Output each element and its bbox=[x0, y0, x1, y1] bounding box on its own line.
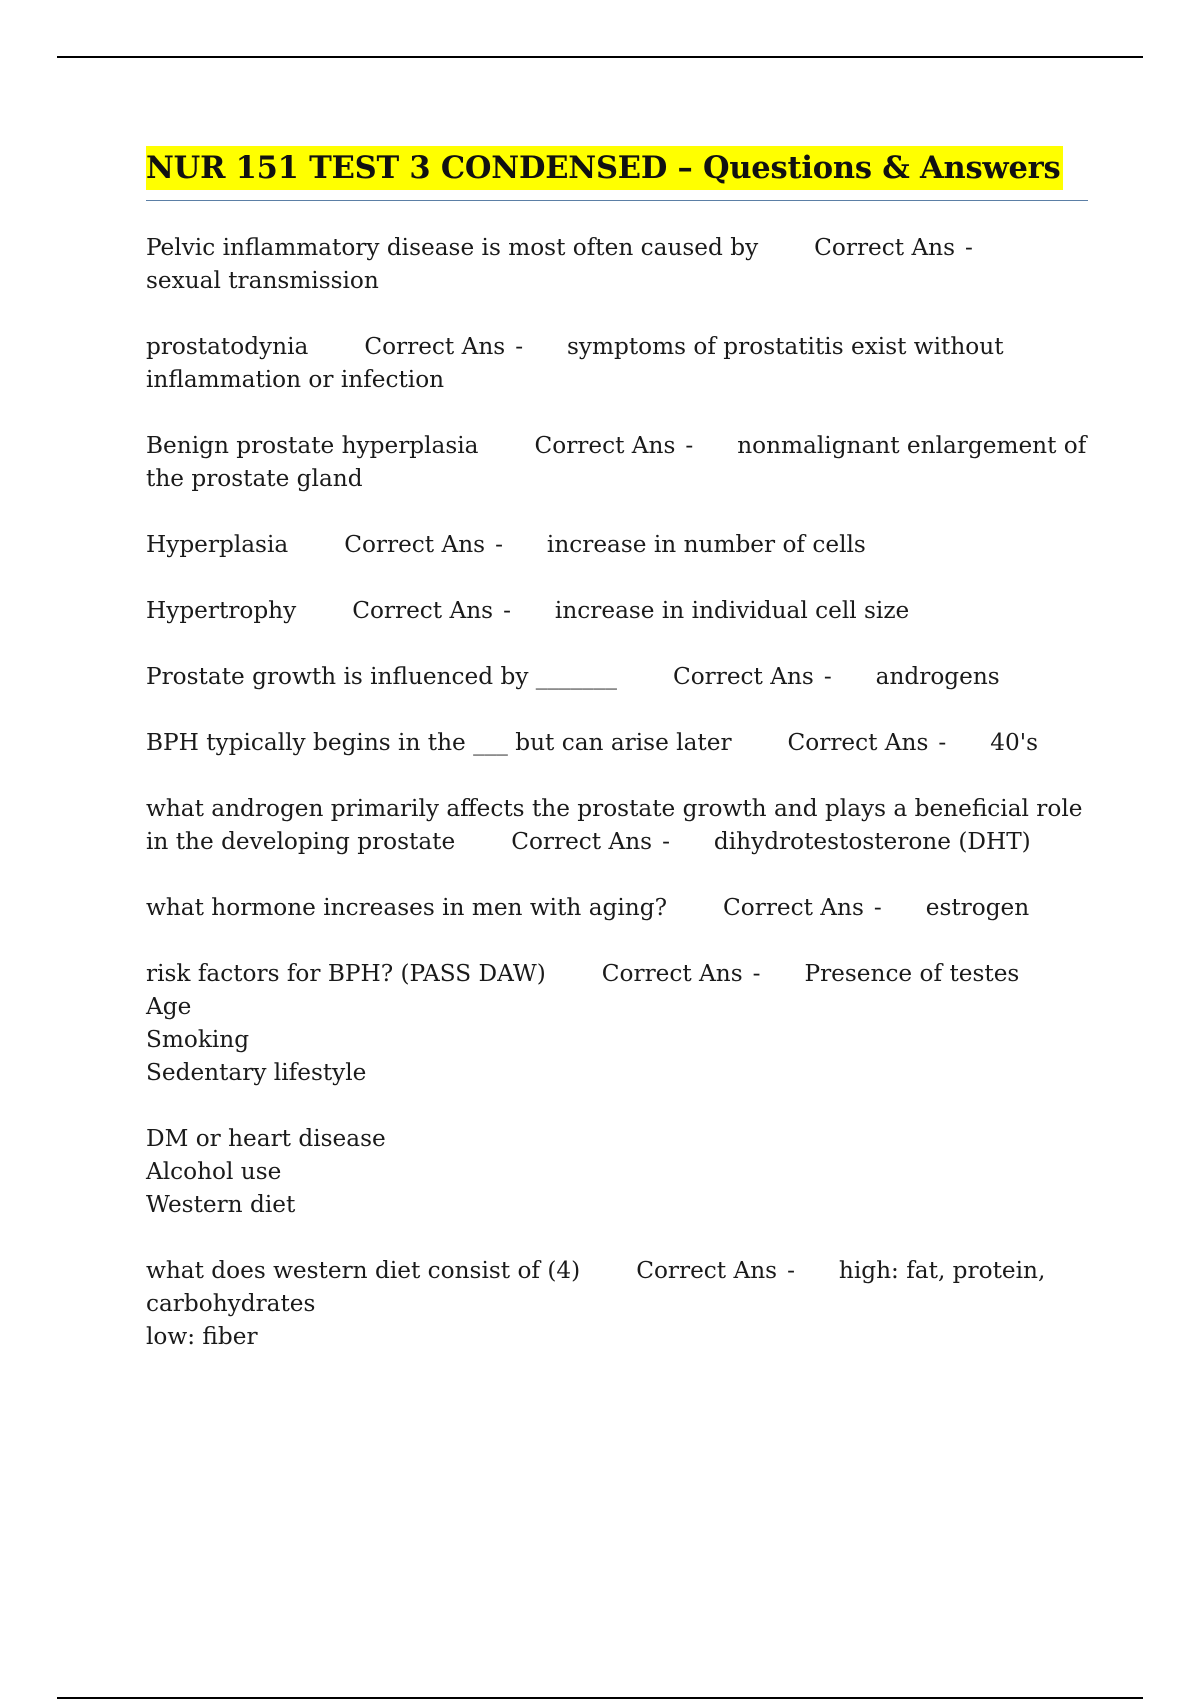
question-text: what does western diet consist of (4) bbox=[146, 1257, 581, 1284]
correct-ans-label: Correct Ans bbox=[601, 960, 743, 987]
answer-separator: - bbox=[873, 894, 882, 921]
answer-text: Presence of testes Age Smoking Sedentary lifestyle DM or heart disease Alcohol use Western diet bbox=[146, 960, 1020, 1218]
question-text: risk factors for BPH? (PASS DAW) bbox=[146, 960, 546, 987]
qa-item bbox=[146, 231, 1088, 297]
qa-item bbox=[146, 660, 1088, 693]
answer-separator: - bbox=[787, 1257, 795, 1284]
question-text: Pelvic inflammatory disease is most often caused by bbox=[146, 234, 759, 261]
title-block bbox=[146, 146, 1088, 201]
question-text: what hormone increases in men with aging? bbox=[146, 894, 668, 921]
answer-separator: - bbox=[752, 960, 761, 987]
answer-separator: - bbox=[662, 828, 670, 855]
answer-separator: - bbox=[685, 432, 694, 459]
question-text: Benign prostate hyperplasia bbox=[146, 432, 479, 459]
answer-text: 40's bbox=[990, 729, 1039, 756]
correct-ans-label: Correct Ans bbox=[723, 894, 864, 921]
answer-separator: - bbox=[515, 333, 524, 360]
question-text: BPH typically begins in the ___ but can arise later bbox=[146, 729, 732, 756]
answer-text: dihydrotestosterone (DHT) bbox=[713, 828, 1031, 855]
page-top-rule bbox=[57, 56, 1143, 58]
correct-ans-label: Correct Ans bbox=[534, 432, 676, 459]
question-text: Hypertrophy bbox=[146, 597, 297, 624]
qa-item bbox=[146, 726, 1088, 759]
correct-ans-label: Correct Ans bbox=[636, 1257, 778, 1284]
answer-separator: - bbox=[965, 234, 973, 261]
answer-text: increase in number of cells bbox=[546, 531, 866, 558]
question-text: Hyperplasia bbox=[146, 531, 289, 558]
answer-text: androgens bbox=[875, 663, 1000, 690]
qa-list bbox=[146, 231, 1088, 1353]
answer-text: increase in individual cell size bbox=[554, 597, 910, 624]
answer-text: symptoms of prostatitis exist without inflammation or infection bbox=[146, 333, 1004, 393]
answer-text: high: fat, protein, carbohydrates low: fiber bbox=[146, 1257, 1046, 1350]
correct-ans-label: Correct Ans bbox=[352, 597, 494, 624]
correct-ans-label: Correct Ans bbox=[672, 663, 814, 690]
answer-separator: - bbox=[495, 531, 503, 558]
question-text: what androgen primarily affects the prostate growth and plays a beneficial role in the developing prostate bbox=[146, 795, 1083, 855]
correct-ans-label: Correct Ans bbox=[787, 729, 929, 756]
qa-item bbox=[146, 957, 1088, 1221]
qa-item bbox=[146, 528, 1088, 561]
answer-separator: - bbox=[823, 663, 832, 690]
correct-ans-label: Correct Ans bbox=[511, 828, 653, 855]
page-bottom-rule bbox=[57, 1697, 1143, 1699]
qa-item bbox=[146, 891, 1088, 924]
answer-text: sexual transmission bbox=[146, 267, 379, 294]
document-title: NUR 151 TEST 3 CONDENSED – Questions & Answers bbox=[146, 146, 1063, 190]
correct-ans-label: Correct Ans bbox=[814, 234, 956, 261]
qa-item bbox=[146, 1254, 1088, 1353]
qa-item bbox=[146, 594, 1088, 627]
answer-separator: - bbox=[503, 597, 511, 624]
qa-item bbox=[146, 792, 1088, 858]
answer-text: nonmalignant enlargement of the prostate gland bbox=[146, 432, 1087, 492]
question-text: Prostate growth is influenced by _______ bbox=[146, 663, 617, 690]
question-text: prostatodynia bbox=[146, 333, 309, 360]
qa-item bbox=[146, 429, 1088, 495]
qa-item bbox=[146, 330, 1088, 396]
answer-separator: - bbox=[938, 729, 947, 756]
correct-ans-label: Correct Ans bbox=[364, 333, 506, 360]
document-body bbox=[146, 146, 1088, 1386]
correct-ans-label: Correct Ans bbox=[344, 531, 486, 558]
answer-text: estrogen bbox=[925, 894, 1030, 921]
